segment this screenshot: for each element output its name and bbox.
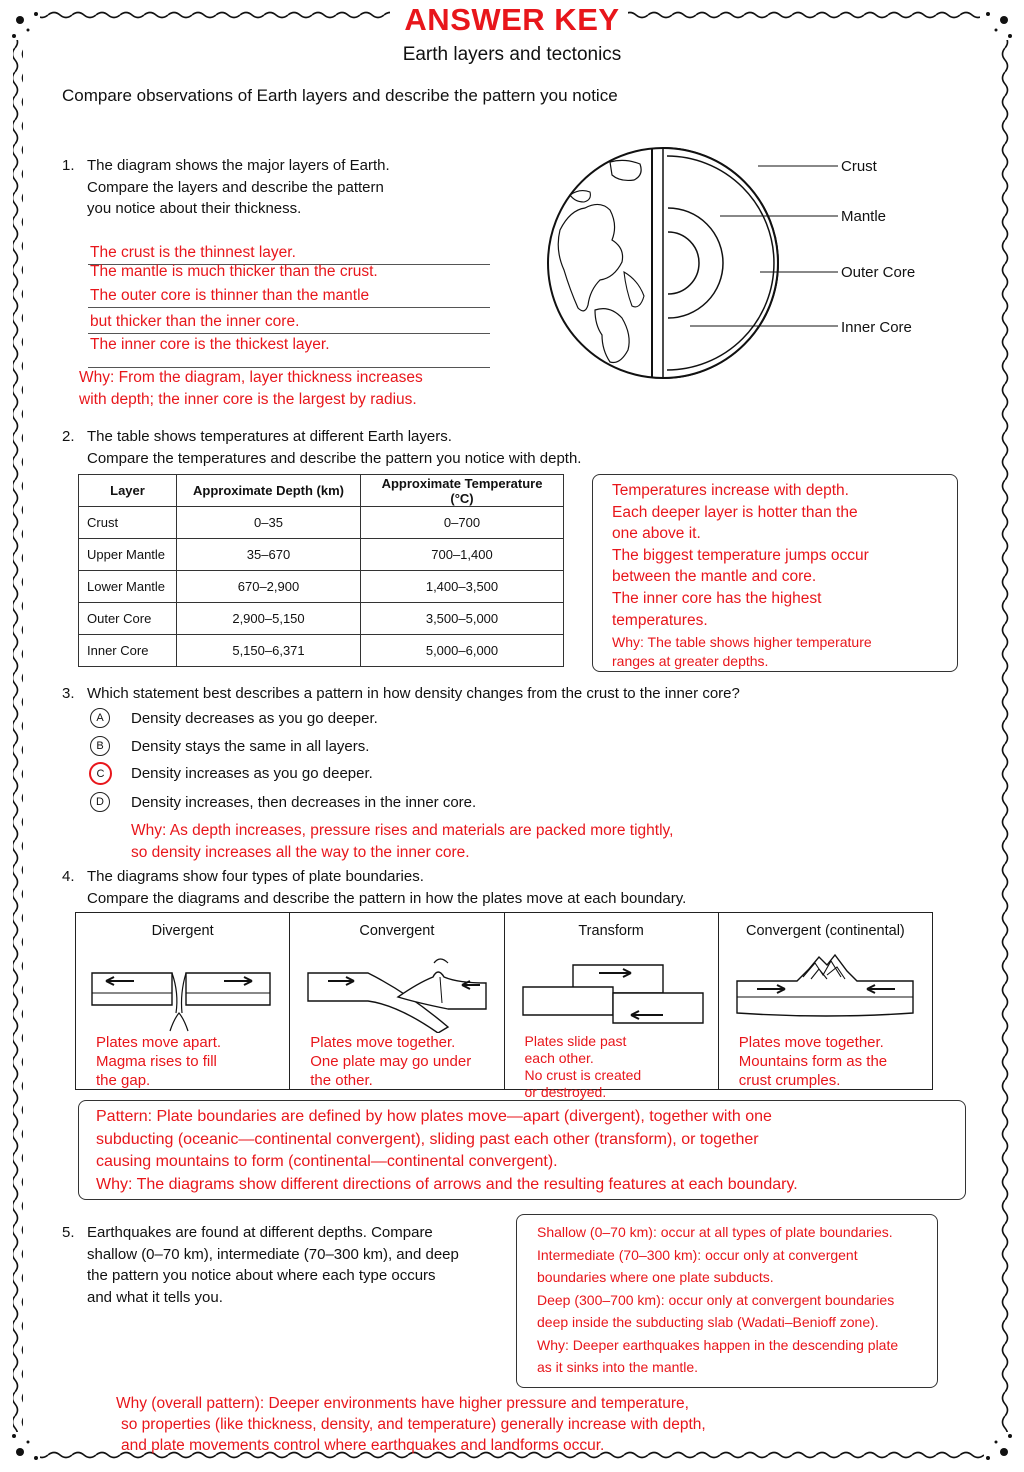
q4-pattern: Pattern: Plate boundaries are defined by how plates move—apart (divergent), together with one subducting (oceanic—continental convergent), sliding past each other (transform), or together causing mountains to form (continental—continental convergent). Why: The diagrams show different directions of arrows and the resulting features at each boundary. xyxy=(96,1108,798,1193)
boundary-answer: Plates move together. Mountains form as the crust crumples. xyxy=(738,1034,888,1089)
q5-text: Earthquakes are found at different depths. Compare shallow (0–70 km), intermediate (70–300 km), and deep the pattern you notice about where each type occurs and what it tells you. xyxy=(87,1224,459,1306)
label-mantle: Mantle xyxy=(841,208,887,225)
table-row xyxy=(79,635,564,667)
table-cell: Lower Mantle xyxy=(79,571,177,603)
q4-text: The diagrams show four types of plate boundaries. Compare the diagrams and describe the pattern in how the plates move at each boundary. xyxy=(87,868,687,907)
table-cell: 35–670 xyxy=(177,539,361,571)
boundary-convergent-continental xyxy=(719,913,932,1089)
boundary-divergent xyxy=(76,913,290,1089)
q2-why: Why: The table shows higher temperature ranges at greater depths. xyxy=(612,634,872,669)
q2-text: The table shows temperatures at different Earth layers. Compare the temperatures and describe the pattern you notice with depth. xyxy=(87,428,582,467)
q4-number: 4. xyxy=(62,868,75,885)
table-row xyxy=(79,539,564,571)
boundary-convergent xyxy=(290,913,504,1089)
table-cell: 1,400–3,500 xyxy=(361,571,564,603)
q3-question: Which statement best describes a pattern in how density changes from the crust to the inner core? xyxy=(87,685,740,702)
table-cell: Inner Core xyxy=(79,635,177,667)
q3-why: Why: As depth increases, pressure rises and materials are packed more tightly, so density increases all the way to the inner core. xyxy=(131,822,674,861)
table-cell: 5,150–6,371 xyxy=(177,635,361,667)
option-bubble[interactable]: A xyxy=(90,708,110,728)
table-cell: 0–35 xyxy=(177,507,361,539)
overall-why: Why (overall pattern): Deeper environments have higher pressure and temperature, so properties (like thickness, density, and temperature) generally increase with depth, and plate movements control where earthquakes and landforms occur. xyxy=(116,1395,706,1454)
boundary-title: Convergent xyxy=(359,923,435,939)
q1-number: 1. xyxy=(62,157,75,174)
q3-option-d[interactable] xyxy=(90,792,476,812)
table-cell: 2,900–5,150 xyxy=(177,603,361,635)
boundary-answer: Plates slide past each other. No crust is created or destroyed. xyxy=(524,1033,642,1100)
table-cell: 670–2,900 xyxy=(177,571,361,603)
q1-text: The diagram shows the major layers of Earth. Compare the layers and describe the pattern you notice about their thickness. xyxy=(87,157,390,217)
boundary-title: Convergent (continental) xyxy=(745,923,905,939)
worksheet-intro: Compare observations of Earth layers and describe the pattern you notice xyxy=(62,86,618,105)
table-row xyxy=(79,571,564,603)
table-header-row xyxy=(79,475,564,507)
temperature-table xyxy=(78,474,564,667)
q5-answer: Shallow (0–70 km): occur at all types of plate boundaries. Intermediate (70–300 km): occur only at convergent boundaries where one plate subducts. Deep (300–700 km): occur only at convergent boundaries deep inside the subducting slab (Wadati–Benioff zone). Why: Deeper earthquakes happen in the descending plate as it sinks into the mantle. xyxy=(537,1224,899,1375)
label-inner-core: Inner Core xyxy=(841,319,912,336)
worksheet-title: Earth layers and tectonics xyxy=(402,44,622,65)
option-text: Density increases, then decreases in the inner core. xyxy=(131,793,477,811)
plate-boundaries-grid xyxy=(75,912,933,1100)
boundary-answer: Plates move apart. Magma rises to fill the gap. xyxy=(96,1034,222,1089)
table-header: Layer xyxy=(79,475,177,507)
label-outer-core: Outer Core xyxy=(841,264,916,281)
table-cell: Crust xyxy=(79,507,177,539)
table-row xyxy=(79,603,564,635)
option-bubble[interactable]: D xyxy=(90,792,110,812)
convergent-diagram xyxy=(298,953,494,1033)
table-header: Approximate Depth (km) xyxy=(177,475,361,507)
table-cell: 3,500–5,000 xyxy=(361,603,564,635)
option-bubble[interactable]: B xyxy=(90,736,110,756)
table-row xyxy=(79,507,564,539)
boundary-title: Transform xyxy=(578,923,644,939)
table-cell: 0–700 xyxy=(361,507,564,539)
divergent-diagram xyxy=(84,953,280,1033)
table-cell: Upper Mantle xyxy=(79,539,177,571)
boundary-answer: Plates move together. One plate may go under the other. xyxy=(310,1034,472,1089)
option-text: Density increases as you go deeper. xyxy=(131,765,373,782)
answer-key-title: ANSWER KEY xyxy=(404,2,620,37)
transform-diagram xyxy=(513,953,709,1033)
table-cell: Outer Core xyxy=(79,603,177,635)
q1-why: Why: From the diagram, layer thickness increases with depth; the inner core is the largest by radius. xyxy=(79,369,423,408)
q5-number: 5. xyxy=(62,1224,75,1241)
q2-answer: Temperatures increase with depth. Each deeper layer is hotter than the one above it. The biggest temperature jumps occur between the mantle and core. The inner core has the highest temperatures. xyxy=(612,482,869,629)
continental-convergent-diagram xyxy=(727,953,923,1033)
option-bubble-selected[interactable]: C xyxy=(89,762,112,785)
boundary-title: Divergent xyxy=(151,923,214,939)
table-cell: 5,000–6,000 xyxy=(361,635,564,667)
boundary-transform xyxy=(505,913,719,1100)
q3-option-b[interactable] xyxy=(90,736,369,756)
option-text: Density decreases as you go deeper. xyxy=(131,709,378,727)
label-crust: Crust xyxy=(841,158,877,175)
option-text: Density stays the same in all layers. xyxy=(131,737,370,755)
q2-number: 2. xyxy=(62,428,75,445)
q3-number: 3. xyxy=(62,685,75,702)
q3-option-c[interactable] xyxy=(90,762,373,785)
table-header: Approximate Temperature (°C) xyxy=(361,475,564,507)
q3-option-a[interactable] xyxy=(90,708,378,728)
table-cell: 700–1,400 xyxy=(361,539,564,571)
